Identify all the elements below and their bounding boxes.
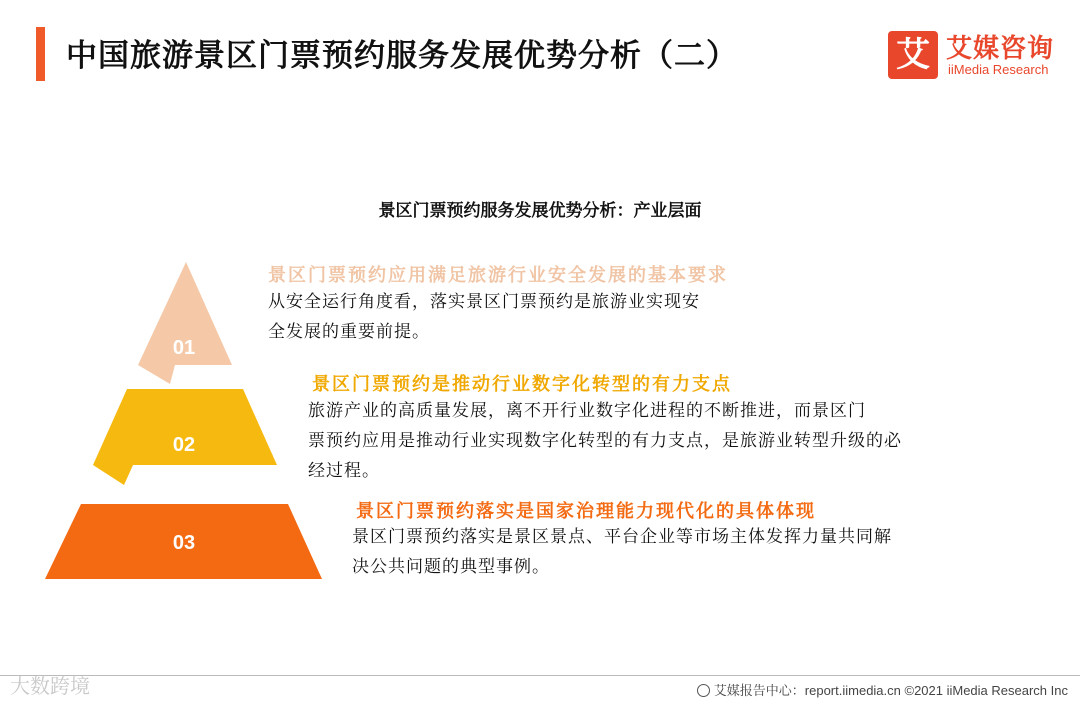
point-2-body <box>308 396 902 486</box>
footer-text[interactable]: 艾媒报告中心：report.iimedia.cn ©2021 iiMedia Research Inc <box>713 683 1068 698</box>
point-2-line-1: 旅游产业的高质量发展，离不开行业数字化进程的不断推进，而景区门 <box>308 401 866 421</box>
globe-icon <box>697 684 710 697</box>
logo-english-text: iiMedia Research <box>948 62 1049 77</box>
point-1-heading: 景区门票预约应用满足旅游行业安全发展的基本要求 <box>268 265 728 286</box>
point-3-line-1: 景区门票预约落实是景区景点、平台企业等市场主体发挥力量共同解 <box>352 527 892 547</box>
point-2-line-3: 经过程。 <box>308 461 380 481</box>
page-title: 中国旅游景区门票预约服务发展优势分析（二） <box>66 38 738 74</box>
section-subtitle: 景区门票预约服务发展优势分析：产业层面 <box>378 201 702 221</box>
point-3-heading: 景区门票预约落实是国家治理能力现代化的具体体现 <box>356 501 816 522</box>
point-2-line-2: 票预约应用是推动行业实现数字化转型的有力支点，是旅游业转型升级的必 <box>308 431 902 451</box>
point-1-line-2: 全发展的重要前提。 <box>268 322 430 342</box>
pyramid-level-2-number: 02 <box>172 434 196 456</box>
point-3-body <box>352 522 892 582</box>
pyramid-level-1 <box>138 262 232 384</box>
footer <box>697 680 1068 699</box>
point-3-line-2: 决公共问题的典型事例。 <box>352 557 550 577</box>
logo-chinese-text: 艾媒咨询 <box>946 34 1055 64</box>
pyramid-level-3-number: 03 <box>172 532 196 554</box>
iimedia-logo <box>884 28 1070 82</box>
point-1-body <box>268 287 700 347</box>
logo-mark-icon: 艾 <box>888 31 938 79</box>
point-2-heading: 景区门票预约是推动行业数字化转型的有力支点 <box>312 374 732 395</box>
watermark: 大数跨境 <box>10 674 90 698</box>
footer-divider <box>0 675 1080 676</box>
point-1-line-1: 从安全运行角度看，落实景区门票预约是旅游业实现安 <box>268 292 700 312</box>
pyramid-level-1-number: 01 <box>172 337 196 359</box>
